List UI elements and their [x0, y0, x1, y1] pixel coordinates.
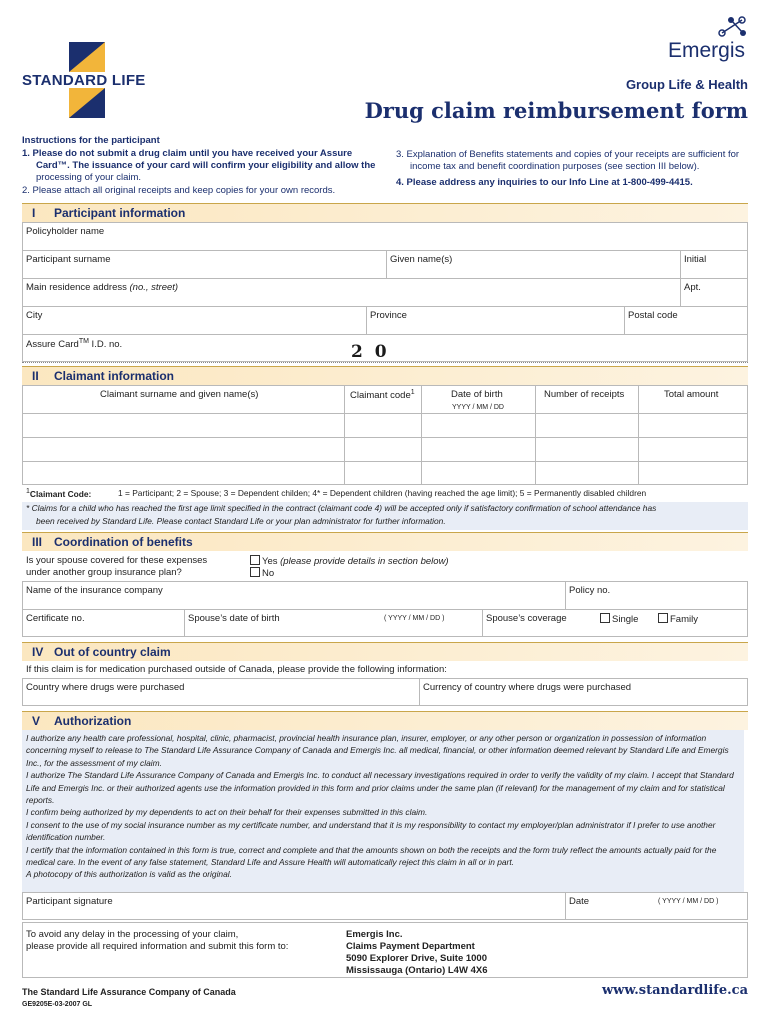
instruction-3b: income tax and benefit coordination purposes (see section III below).: [410, 161, 700, 172]
family-checkbox-box[interactable]: [658, 613, 668, 623]
authorization-paragraph: I certify that the information contained in this form is true, correct and complete and that the amounts shown on both the receipts and the form truly reflect the amounts actually paid for the medical care. In the event of any false statement, Standard Life and Assure Health will automatically reject this claim in all or in part.: [26, 844, 717, 868]
mailing-address-line: Emergis Inc.: [346, 929, 403, 940]
division-label: Group Life & Health: [625, 77, 748, 92]
section-coordination-header: [22, 532, 748, 551]
spouse-coverage-question-1: Is your spouse covered for these expenses: [26, 555, 208, 566]
instructions-heading: Instructions for the participant: [22, 135, 160, 146]
spouse-coverage-question-2: under another group insurance plan?: [26, 567, 182, 578]
address-hint: (no., street): [129, 282, 179, 293]
yes-checkbox[interactable]: [250, 555, 449, 567]
signature-fields: [22, 892, 748, 920]
col-claimant-code-footnote: 1: [410, 389, 415, 396]
emergis-dots-icon: [718, 15, 748, 39]
instruction-1a: 1. Please do not submit a drug claim until you have received your Assure: [22, 148, 353, 159]
apt-field[interactable]: Apt.: [684, 282, 701, 293]
no-checkbox-box[interactable]: [250, 567, 260, 577]
family-checkbox[interactable]: [658, 613, 698, 625]
section-authorization-header: [22, 711, 748, 730]
authorization-paragraph: A photocopy of this authorization is valid as the original.: [26, 869, 232, 880]
standard-life-logo: [22, 42, 157, 120]
section-title: Participant information: [54, 206, 186, 220]
single-label: Single: [612, 614, 639, 625]
company-name: The Standard Life Assurance Company of Canada: [22, 987, 236, 997]
certificate-number-field[interactable]: Certificate no.: [26, 613, 85, 624]
col-total-amount: Total amount: [664, 389, 719, 400]
website-link[interactable]: www.standardlife.ca: [601, 983, 748, 998]
yes-label: Yes: [262, 556, 278, 567]
instruction-2: 2. Please attach all original receipts and keep copies for your own records.: [22, 185, 336, 196]
id-prefix: 2 0: [351, 342, 390, 362]
emergis-logo-text: Emergis: [668, 39, 746, 62]
section-out-of-country-header: [22, 642, 748, 661]
instruction-1b: Card™. The issuance of your card will confirm your eligibility and allow the: [36, 160, 376, 171]
policy-number-field[interactable]: Policy no.: [569, 585, 611, 596]
section-title: Out of country claim: [54, 645, 171, 659]
participant-signature-field[interactable]: Participant signature: [26, 896, 113, 907]
instruction-1c: processing of your claim.: [36, 172, 142, 183]
section-number: IV: [32, 645, 44, 659]
child-age-note-line1: * Claims for a child who has reached the first age limit specified in the contract (claimant code 4) will be accepted only if satisfactory confirmation of school attendance has: [26, 503, 657, 513]
authorization-paragraph: I authorize The Standard Life Assurance Company of Canada and Emergis Inc. to conduct all necessary investigations required in order to verify the validity of my claim. I accept that Standard Life and Emergis Inc. or their authorized agents use the information provided in this form and prior claims under the same plan (if relevant) for the management of my claim and for statistical reports.: [26, 770, 734, 806]
province-field[interactable]: Province: [370, 310, 407, 321]
col-number-of-receipts: Number of receipts: [544, 389, 625, 400]
section-number: I: [32, 206, 36, 220]
dob-format-hint: YYYY / MM / DD: [452, 404, 504, 411]
city-field[interactable]: City: [26, 310, 43, 321]
emergis-logo: [668, 15, 748, 65]
section-title: Claimant information: [54, 369, 175, 383]
signature-date-field[interactable]: Date: [569, 896, 590, 907]
instruction-3a: 3. Explanation of Benefits statements and copies of your receipts are sufficient for: [396, 149, 740, 160]
yes-checkbox-box[interactable]: [250, 555, 260, 565]
signature-date-format: ( YYYY / MM / DD ): [658, 898, 719, 905]
address-label: Main residence address: [26, 282, 127, 293]
authorization-paragraph: I consent to the use of my social insurance number as my certificate number, and understand that it is my responsibility to contact my employer/plan administrator if I prefer to use another identification number.: [26, 819, 716, 843]
authorization-paragraph: I authorize any health care professional, hospital, clinic, pharmacist, provincial health insurance plan, insurer, employer, or any other person or organization in possession of information concerning myself to release to The Standard Life Assurance Company of Canada and Emergis Inc. all medical, financial, or other information deemed relevant by Standard Life and Emergis Inc., for the assessment of my claim.: [26, 733, 729, 768]
address-field[interactable]: [26, 282, 178, 293]
out-of-country-intro: If this claim is for medication purchased outside of Canada, please provide the following information:: [26, 664, 447, 675]
spouse-coverage-label: Spouse’s coverage: [486, 613, 567, 624]
section-title: Coordination of benefits: [54, 535, 193, 549]
spouse-dob-format: ( YYYY / MM / DD ): [384, 615, 445, 622]
insurance-company-field[interactable]: Name of the insurance company: [26, 585, 163, 596]
assure-card-id-field[interactable]: [26, 338, 122, 350]
single-checkbox[interactable]: [600, 613, 638, 625]
currency-field[interactable]: Currency of country where drugs were purchased: [423, 682, 632, 693]
initial-field[interactable]: Initial: [684, 254, 707, 265]
mailing-address-line: Mississauga (Ontario) L4W 4X6: [346, 965, 488, 976]
family-label: Family: [670, 614, 698, 625]
postal-code-field[interactable]: Postal code: [628, 310, 678, 321]
section-number: II: [32, 369, 39, 383]
claimant-code-legend: [26, 488, 91, 499]
policyholder-name-field[interactable]: Policyholder name: [26, 226, 105, 237]
claimant-code-values: 1 = Participant; 2 = Spouse; 3 = Dependent childen; 4* = Dependent children (having reached the age limit); 5 = Permanently disabled children: [118, 488, 647, 498]
authorization-text: [22, 730, 744, 892]
section-number: V: [32, 714, 41, 728]
page-title: Drug claim reimbursement form: [364, 98, 748, 123]
yes-hint: (please provide details in section below): [280, 556, 449, 567]
no-checkbox[interactable]: [250, 567, 274, 579]
col-claimant-name: Claimant surname and given name(s): [100, 389, 259, 400]
col-claimant-code: [350, 389, 415, 401]
submission-instruction-2: please provide all required information and submit this form to:: [26, 941, 289, 952]
assure-card-label: Assure Card: [26, 339, 79, 351]
section-title: Authorization: [54, 714, 132, 728]
col-claimant-code-text: Claimant code: [350, 390, 411, 402]
instruction-4: 4. Please address any inquiries to our Info Line at 1-800-499-4415.: [396, 177, 693, 188]
trademark: TM: [78, 338, 89, 345]
form-code: GE9205E-03-2007 GL: [22, 1001, 93, 1008]
submission-instruction-1: To avoid any delay in the processing of your claim,: [26, 929, 239, 940]
single-checkbox-box[interactable]: [600, 613, 610, 623]
authorization-paragraph: I confirm being authorized by my dependents to act on their behalf for their expenses submitted in this claim.: [26, 807, 428, 818]
standard-life-logo-text: STANDARD LIFE: [22, 72, 146, 89]
no-label: No: [262, 568, 275, 579]
section-claimant-header: [22, 366, 748, 385]
claimant-code-footnote: 1: [26, 488, 30, 495]
claimant-code-label: Claimant Code:: [29, 488, 92, 499]
mailing-address-line: Claims Payment Department: [346, 941, 475, 952]
spouse-dob-field[interactable]: Spouse’s date of birth: [188, 613, 280, 624]
section-number: III: [32, 535, 43, 549]
mailing-address-line: 5090 Explorer Drive, Suite 1000: [346, 953, 487, 964]
given-names-field[interactable]: Given name(s): [390, 254, 453, 265]
section-participant-header: [22, 203, 748, 222]
id-number-label: I.D. no.: [88, 339, 123, 351]
child-age-note-line2: been received by Standard Life. Please contact Standard Life or your plan administrator for further information.: [36, 516, 446, 526]
country-field[interactable]: Country where drugs were purchased: [26, 682, 185, 693]
col-date-of-birth: Date of birth: [451, 389, 503, 400]
participant-surname-field[interactable]: Participant surname: [26, 254, 111, 265]
